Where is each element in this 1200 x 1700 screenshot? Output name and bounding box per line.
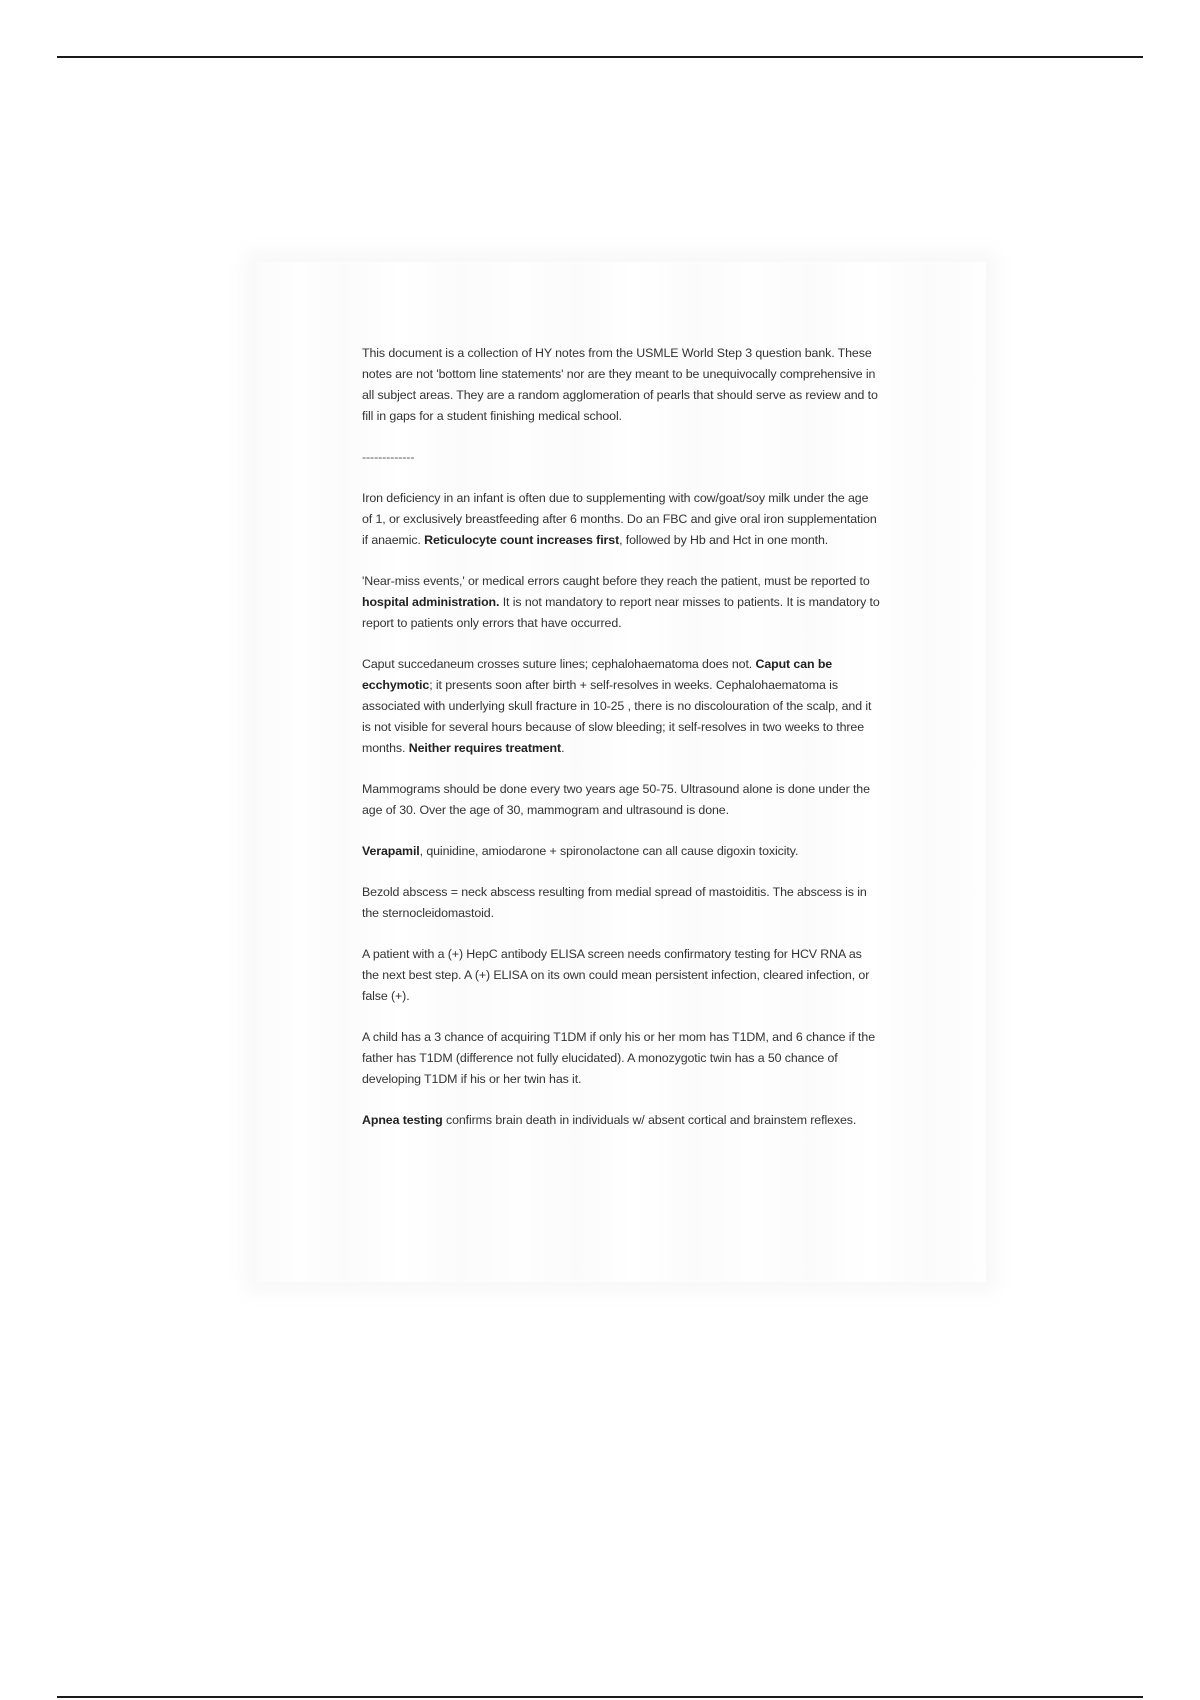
note-iron-deficiency: Iron deficiency in an infant is often due to supplementing with cow/goat/soy milk under the age of 1, or exclusively breastfeeding after 6 months. Do an FBC and give oral iron supplementation if anaemic. Reticulocyte count increases first, followed by Hb and Hct in one month. <box>362 491 877 547</box>
note-hepc: A patient with a (+) HepC antibody ELISA screen needs confirmatory testing for HCV RNA as the next best step. A (+) ELISA on its own could mean persistent infection, cleared infection, or false (+). <box>362 947 870 1003</box>
top-rule <box>57 56 1143 58</box>
emphasis-neither-treatment: Neither requires treatment <box>408 741 562 755</box>
note-near-miss: 'Near-miss events,' or medical errors caught before they reach the patient, must be reported to hospital administration. It is not mandatory to report near misses to patients. It is mandatory to report to patients only errors that have occurred. <box>362 574 880 630</box>
document-body <box>362 343 880 1151</box>
separator-line: ------------- <box>362 450 415 464</box>
bottom-rule <box>57 1696 1143 1698</box>
intro-paragraph: This document is a collection of HY notes from the USMLE World Step 3 question bank. These notes are not 'bottom line statements' nor are they meant to be unequivocally comprehensive in all subject areas. They are a random agglomeration of pearls that should serve as review and to fill in gaps for a student finishing medical school. <box>362 346 878 423</box>
note-t1dm: A child has a 3 chance of acquiring T1DM if only his or her mom has T1DM, and 6 chance if the father has T1DM (difference not fully elucidated). A monozygotic twin has a 50 chance of developing T1DM if his or her twin has it. <box>362 1030 875 1086</box>
emphasis-verapamil: Verapamil <box>362 844 420 858</box>
note-verapamil: Verapamil, quinidine, amiodarone + spironolactone can all cause digoxin toxicity. <box>362 844 799 858</box>
note-caput-succedaneum: Caput succedaneum crosses suture lines; cephalohaematoma does not. Caput can be ecchymotic; it presents soon after birth + self-resolves in weeks. Cephalohaematoma is associated with underlying skull fracture in 10-25 , there is no discolouration of the scalp, and it is not visible for several hours because of slow bleeding; it self-resolves in two weeks to three months. Neither requires treatment. <box>362 657 872 755</box>
emphasis-apnea-testing: Apnea testing <box>362 1113 443 1127</box>
emphasis-reticulocyte: Reticulocyte count increases first <box>424 533 620 547</box>
note-mammograms: Mammograms should be done every two years age 50-75. Ultrasound alone is done under the age of 30. Over the age of 30, mammogram and ultrasound is done. <box>362 782 870 817</box>
emphasis-caput-ecchymotic: Caput can be ecchymotic <box>362 657 833 692</box>
note-bezold-abscess: Bezold abscess = neck abscess resulting from medial spread of mastoiditis. The abscess is in the sternocleidomastoid. <box>362 885 867 920</box>
note-apnea-testing: Apnea testing confirms brain death in individuals w/ absent cortical and brainstem reflexes. <box>362 1113 857 1127</box>
emphasis-hospital-admin: hospital administration. <box>362 595 500 609</box>
